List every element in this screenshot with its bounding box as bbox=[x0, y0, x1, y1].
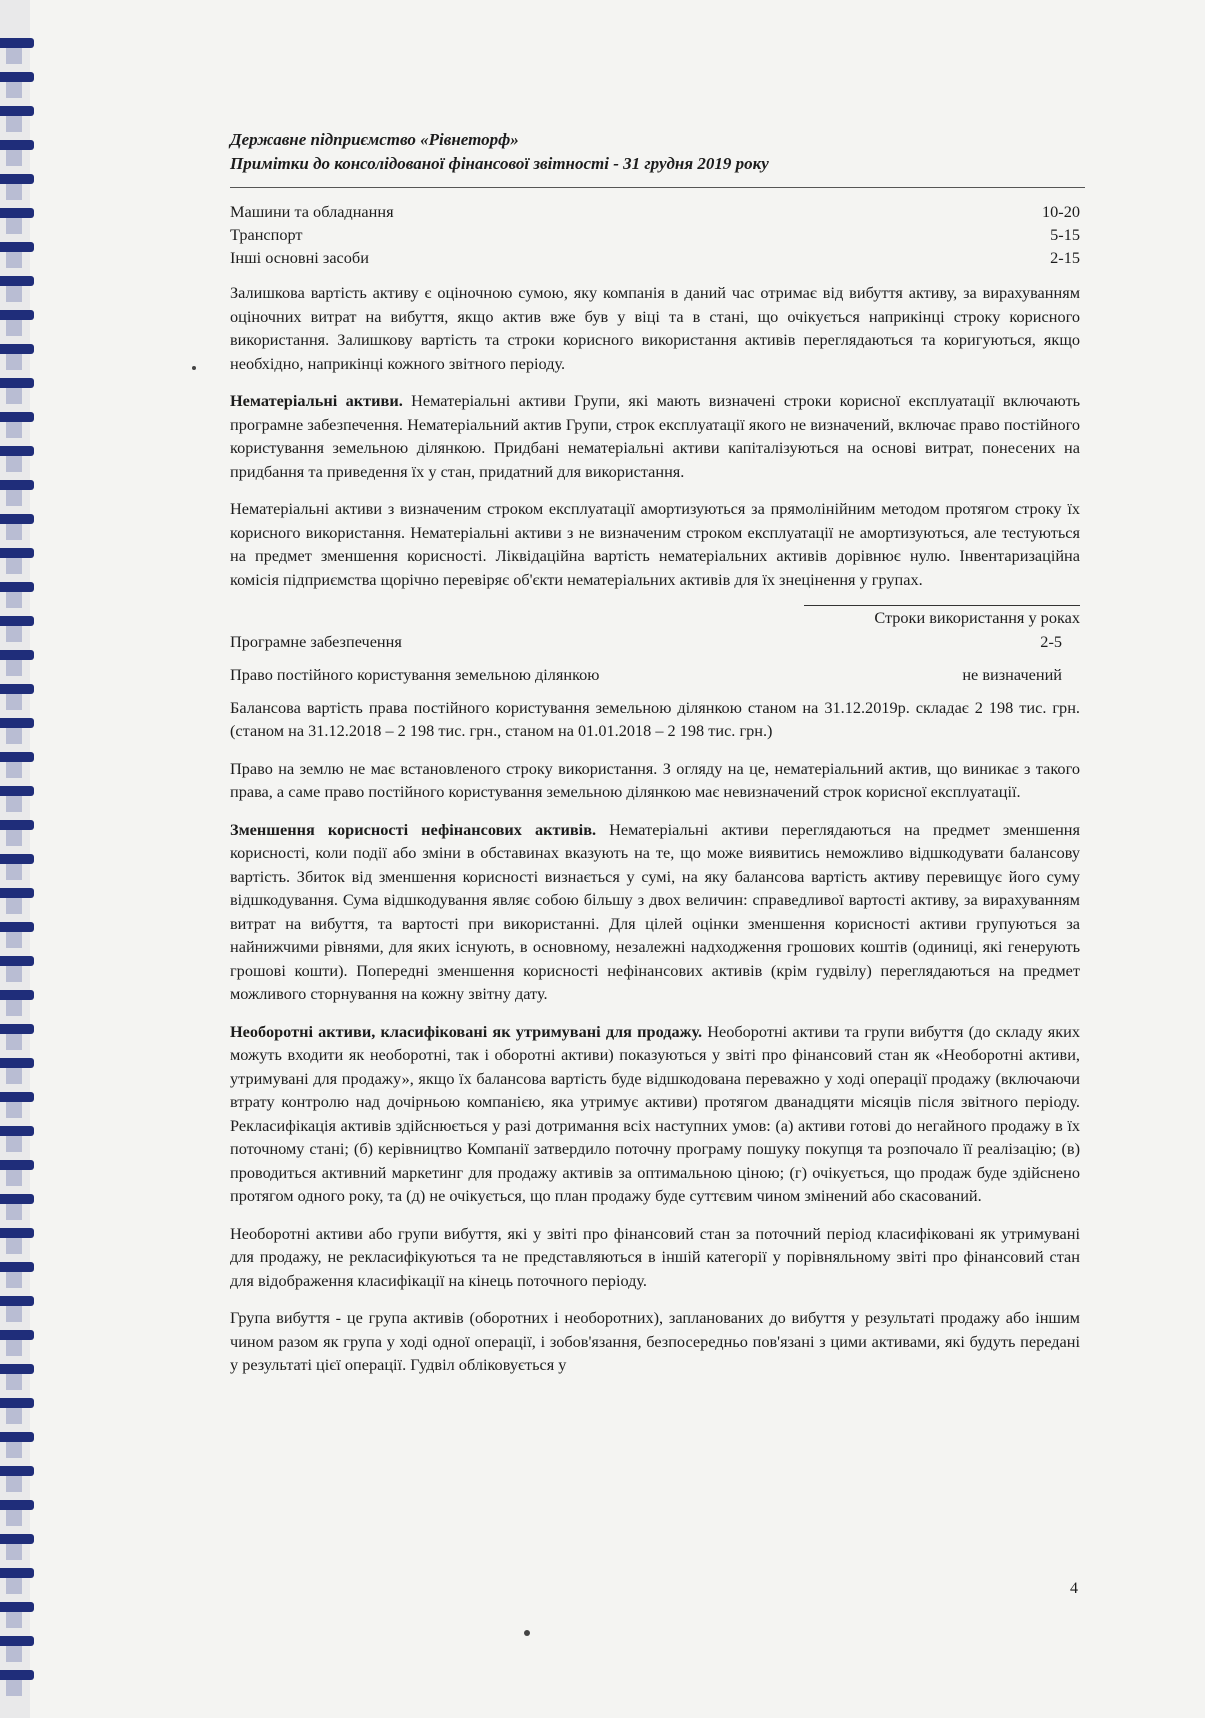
binding-coil bbox=[0, 1024, 34, 1034]
asset-years: 2-15 bbox=[1050, 248, 1080, 267]
binding-coil bbox=[0, 1296, 34, 1306]
asset-name: Транспорт bbox=[230, 225, 303, 244]
binding-coil bbox=[0, 1432, 34, 1442]
binding-coil bbox=[0, 820, 34, 830]
section-title-intangible: Нематеріальні активи. bbox=[230, 391, 403, 410]
section-title-held-for-sale: Необоротні активи, класифіковані як утримувані для продажу. bbox=[230, 1021, 703, 1041]
binding-coil bbox=[0, 956, 34, 966]
paragraph-held-for-sale bbox=[230, 1020, 1080, 1208]
binding-coil bbox=[0, 242, 34, 252]
binding-coil bbox=[0, 446, 34, 456]
binding-coil bbox=[0, 412, 34, 422]
terms-row bbox=[230, 663, 1080, 686]
binding-coil bbox=[0, 1670, 34, 1680]
binding-coil bbox=[0, 1500, 34, 1510]
paragraph-intangible-assets bbox=[230, 389, 1080, 483]
binding-coil bbox=[0, 718, 34, 728]
asset-row bbox=[230, 200, 1080, 223]
binding-coil bbox=[0, 208, 34, 218]
paragraph-text: Нематеріальні активи переглядаються на предмет зменшення корисності, коли події або зміни в обставинах вказують на те, що може виявитись неможливо відшкодувати балансову вартість. Збиток від зменшення корисності визнається у сумі, на яку балансова вартість активу перевищує його суму відшкодування. Сума відшкодування являє собою більшу з двох величин: справедливої вартості активу, за вирахуванням витрат на вибуття, та вартості при використанні. Для цілей оцінки зменшення корисності активи групуються за найнижчими рівнями, для яких існують, в основному, незалежні надходження грошових коштів (одиниці, які генерують грошові кошти). Попередні зменшення корисності нефінансових активів (крім гудвілу) переглядаються на предмет можливого сторнування на кожну звітну дату. bbox=[230, 819, 1080, 1003]
terms-value: не визначений bbox=[962, 664, 1062, 684]
binding-coil bbox=[0, 1160, 34, 1170]
asset-name: Інші основні засоби bbox=[230, 248, 369, 267]
binding-coil bbox=[0, 174, 34, 184]
binding-coil bbox=[0, 276, 34, 286]
binding-coil bbox=[0, 1194, 34, 1204]
binding-coil bbox=[0, 1058, 34, 1068]
header-title: Примітки до консолідованої фінансової звітності - 31 грудня 2019 року bbox=[230, 154, 769, 173]
asset-years: 10-20 bbox=[1042, 202, 1080, 221]
binding-coil bbox=[0, 1568, 34, 1578]
binding-coil bbox=[0, 1126, 34, 1136]
binding-coil bbox=[0, 786, 34, 796]
binding-coil bbox=[0, 106, 34, 116]
binding-coil bbox=[0, 548, 34, 558]
scan-speck bbox=[192, 366, 196, 370]
binding-coil bbox=[0, 480, 34, 490]
document-page bbox=[230, 128, 1080, 1391]
asset-row bbox=[230, 223, 1080, 246]
binding-coil bbox=[0, 854, 34, 864]
binding-coil bbox=[0, 1092, 34, 1102]
paragraph-disposal-group: Група вибуття - це група активів (оборотних і необоротних), запланованих до вибуття у результаті продажу або іншим чином разом як група у ході одної операції, і зобов'язання, безпосередньо пов'язані з цими активами, які будуть передані у результаті цієї операції. Гудвіл обліковується у bbox=[230, 1308, 1080, 1374]
paragraph-impairment bbox=[230, 818, 1080, 1006]
binding-coil bbox=[0, 888, 34, 898]
binding-coil bbox=[0, 1534, 34, 1544]
header-company: Державне підприємство «Рівнеторф» bbox=[230, 130, 519, 149]
binding-coil bbox=[0, 1636, 34, 1646]
asset-row bbox=[230, 246, 1080, 269]
binding-coil bbox=[0, 1262, 34, 1272]
terms-name: Право постійного користування земельною ділянкою bbox=[230, 664, 600, 684]
binding-coil bbox=[0, 310, 34, 320]
binding-coil bbox=[0, 140, 34, 150]
page-number: 4 bbox=[1070, 1580, 1078, 1597]
binding-coil bbox=[0, 1466, 34, 1476]
terms-name: Програмне забезпечення bbox=[230, 631, 402, 651]
header-divider bbox=[230, 187, 1085, 188]
paragraph-text: Нематеріальні активи Групи, які мають визначені строки корисної експлуатації включають програмне забезпечення. Нематеріальний актив Групи, строк експлуатації якого не визначений, включає право постійного користування земельною ділянкою. Придбані нематеріальні активи капіталізуються на основі витрат, понесених на придбання та приведення їх у стан, придатний для використання. bbox=[230, 391, 1080, 481]
spiral-binding bbox=[0, 0, 30, 1718]
binding-coil bbox=[0, 752, 34, 762]
binding-coil bbox=[0, 650, 34, 660]
binding-coil bbox=[0, 344, 34, 354]
binding-coil bbox=[0, 72, 34, 82]
binding-coil bbox=[0, 922, 34, 932]
terms-header bbox=[230, 605, 1080, 630]
paragraph-residual-value: Залишкова вартість активу є оціночною сумою, яку компанія в даний час отримає від вибуття активу, за вирахуванням оціночних витрат на вибуття, якщо актив вже був у віці та в стані, що очікується наприкінці строку корисного використання. Залишкову вартість та строки корисного використання активів переглядаються та коригуються, якщо необхідно, наприкінці кожного звітного періоду. bbox=[230, 283, 1080, 373]
paragraph-land-right: Право на землю не має встановленого строку використання. З огляду на це, нематеріальний актив, що виникає з такого права, а саме право постійного користування земельною ділянкою має невизначений строк корисної експлуатації. bbox=[230, 758, 1080, 801]
binding-coil bbox=[0, 514, 34, 524]
terms-header-label: Строки використання у роках bbox=[804, 605, 1080, 630]
paragraph-balance-value: Балансова вартість права постійного користування земельною ділянкою станом на 31.12.2019р. складає 2 198 тис. грн. (станом на 31.12.2018 – 2 198 тис. грн., станом на 01.01.2018 – 2 198 тис. грн.) bbox=[230, 697, 1080, 740]
binding-coil bbox=[0, 582, 34, 592]
terms-value: 2-5 bbox=[1040, 631, 1062, 651]
binding-coil bbox=[0, 1398, 34, 1408]
binding-coil bbox=[0, 1364, 34, 1374]
binding-coil bbox=[0, 1330, 34, 1340]
binding-coil bbox=[0, 1228, 34, 1238]
binding-coil bbox=[0, 990, 34, 1000]
paragraph-reclassification: Необоротні активи або групи вибуття, які у звіті про фінансовий стан за поточний період класифіковані як утримувані для продажу, не рекласифікуються та не представляються в іншій категорії у порівняльному звіті про фінансовий стан для відображення класифікації на кінець поточного періоду. bbox=[230, 1223, 1080, 1290]
binding-coil bbox=[0, 378, 34, 388]
binding-coil bbox=[0, 1602, 34, 1612]
binding-coil bbox=[0, 684, 34, 694]
binding-coil bbox=[0, 38, 34, 48]
asset-lives-table bbox=[230, 200, 1080, 269]
binding-coil bbox=[0, 616, 34, 626]
paragraph-text: Необоротні активи та групи вибуття (до складу яких можуть входити як необоротні, так і оборотні активи) показуються у звіті про фінансовий стан як «Необоротні активи, утримувані для продажу», якщо їх балансова вартість буде відшкодована переважно у ході операції продажу (включаючи втрату контролю над дочірньою компанією, яка утримує активи) протягом дванадцяти місяців після звітного періоду. Рекласифікація активів здійснюється у разі дотримання всіх наступних умов: (а) активи готові до негайного продажу в їх поточному стані; (б) керівництво Компанії затвердило поточну програму пошуку покупця та розпочало її реалізацію; (в) проводиться активний маркетинг для продажу активів за оптимальною ціною; (г) очікується, що продаж буде здійснено протягом одного року, та (д) не очікується, що план продажу буде суттєвим чином змінений або скасований. bbox=[230, 1021, 1080, 1205]
section-title-impairment: Зменшення корисності нефінансових активів. bbox=[230, 819, 597, 839]
terms-row bbox=[230, 630, 1080, 653]
paragraph-amortization: Нематеріальні активи з визначеним строком експлуатації амортизуються за прямолінійним методом протягом строку їх корисного використання. Нематеріальні активи з не визначеним строком експлуатації не амортизуються, але тестуються на предмет зменшення корисності. Ліквідаційна вартість нематеріальних активів дорівнює нулю. Інвентаризаційна комісія підприємства щорічно перевіряє об'єкти нематеріальних активів для їх знецінення у групах. bbox=[230, 499, 1080, 589]
scan-speck bbox=[524, 1630, 530, 1636]
asset-years: 5-15 bbox=[1050, 225, 1080, 244]
asset-name: Машини та обладнання bbox=[230, 202, 394, 221]
